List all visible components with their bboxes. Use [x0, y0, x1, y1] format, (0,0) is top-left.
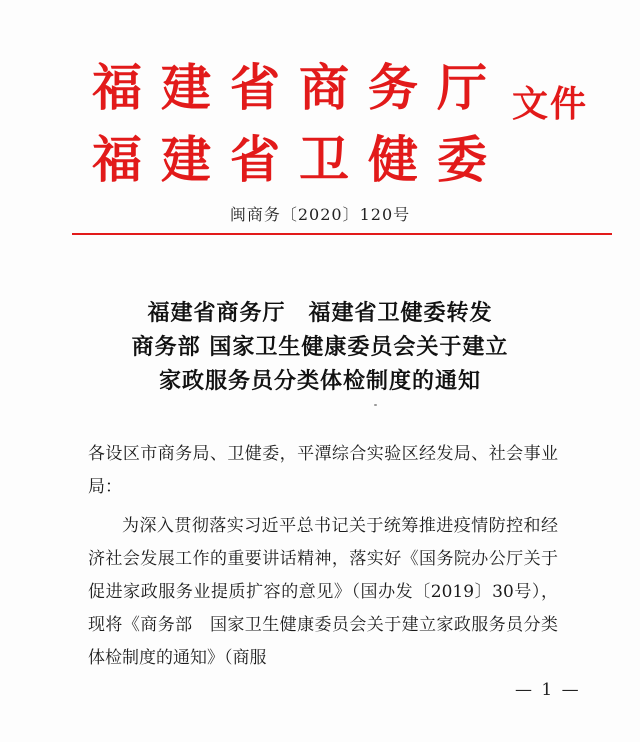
scan-speck	[374, 404, 377, 406]
document-number: 闽商务〔2020〕120号	[229, 205, 411, 224]
document-title	[0, 297, 640, 399]
issuer-line-commerce: 福建省商务厅	[92, 58, 506, 117]
title-line-2: 商务部 国家卫生健康委员会关于建立	[131, 335, 509, 360]
issuer-line-health: 福建省卫健委	[92, 130, 506, 189]
title-line-3: 家政服务员分类体检制度的通知	[158, 369, 481, 394]
recipients-line: 各设区市商务局、卫健委，平潭综合实验区经发局、社会事业局：	[88, 444, 558, 497]
red-divider-rule	[72, 233, 612, 235]
document-body	[88, 438, 558, 675]
title-line-1: 福建省商务厅 福建省卫健委转发	[147, 301, 493, 326]
document-kind-label: 文件	[512, 83, 589, 125]
page-number: — 1 —	[515, 680, 581, 700]
body-paragraph: 为深入贯彻落实习近平总书记关于统筹推进疫情防控和经济社会发展工作的重要讲话精神，落实好《国务院办公厅关于促进家政服务业提质扩容的意见》（国办发〔2019〕30号），现将《商务部 国家卫生健康委员会关于建立家政服务员分类体检制度的通知》（商服	[88, 516, 558, 668]
